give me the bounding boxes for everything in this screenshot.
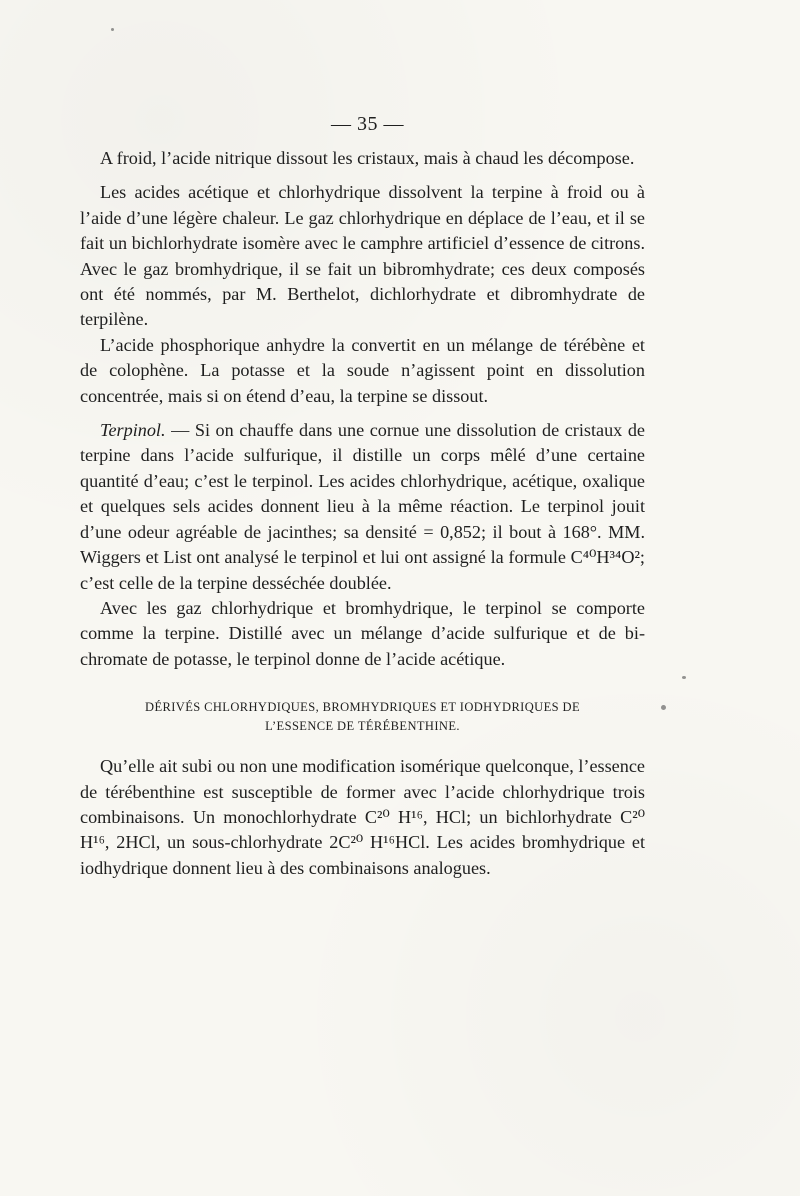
paragraph-5: Avec les gaz chlorhydrique et bromhydrique, le terpinol se comporte comme la terpine. Distillé avec un mélange d’acide sulfurique et de bi-chromate de potasse, le terpinol donne de l’acide acétique. (80, 597, 645, 669)
final-paragraph: Qu’elle ait subi ou non une modification isomérique quelconque, l’essence de térébenthine est susceptible de former avec l’acide chlorhydrique trois combinaisons. Un monochlorhydrate C²⁰ H¹⁶, HCl; un bichlorhydrate C²⁰ H¹⁶, 2HCl, un sous-chlorhydrate 2C²⁰ H¹⁶HCl. Les acides bromhydrique et iodhydrique donnent lieu à des combinaisons analogues. (80, 756, 645, 878)
section-heading-line-1: DÉRIVÉS CHLORHYDIQUES, BROMHYDRIQUES ET IODHYDRIQUES DE (145, 700, 580, 715)
paragraph-gap (80, 409, 645, 418)
paragraph-3: L’acide phosphorique anhydre la convertit en un mélange de térébène et de colophène. La potasse et la soude n’agissent point en dissolution concentrée, mais si on étend d’eau, la terpine se dissout. (80, 334, 645, 406)
paragraph-2: Les acides acétique et chlorhydrique dissolvent la terpine à froid ou à l’aide d’une légère chaleur. Le gaz chlorhydrique en déplace de l’eau, et il se fait un bichlorhydrate isomère avec le camphre artificiel d’essence de citrons. Avec le gaz bromhydrique, il se fait un bibromhydrate; ces deux composés ont été nommés, par M. Berthelot, dichlorhydrate et dibromhydrate de terpilène. (80, 182, 645, 330)
paper-speck (661, 705, 666, 710)
paper-speck (111, 28, 114, 31)
terpinol-paragraph (80, 418, 645, 596)
page-number: — 35 — (331, 113, 404, 135)
terpinol-label: Terpinol. (100, 420, 166, 441)
paragraph-1: A froid, l’acide nitrique dissout les cristaux, mais à chaud les décompose. (100, 148, 635, 168)
section-heading (80, 698, 645, 736)
paper-speck (682, 676, 686, 679)
section-heading-line-2: L’ESSENCE DE TÉRÉBENTHINE. (265, 719, 460, 734)
terpinol-body: — Si on chauffe dans une cornue une dissolution de cristaux de terpine dans l’acide sulfurique, il distille un corps mêlé d’une certaine quantité d’eau; c’est le terpinol. Les acides chlorhydrique, acétique, oxalique et quelques sels acides donnent lieu à la même réaction. Le terpinol jouit d’une odeur agréable de jacinthes; sa densité = 0,852; il bout à 168°. MM. Wiggers et List ont analysé le terpinol et lui ont assigné la formule C⁴⁰H³⁴O²; c’est celle de la terpine desséchée doublée. (80, 420, 645, 593)
page-text (80, 108, 645, 881)
paragraph-gap (80, 171, 645, 180)
